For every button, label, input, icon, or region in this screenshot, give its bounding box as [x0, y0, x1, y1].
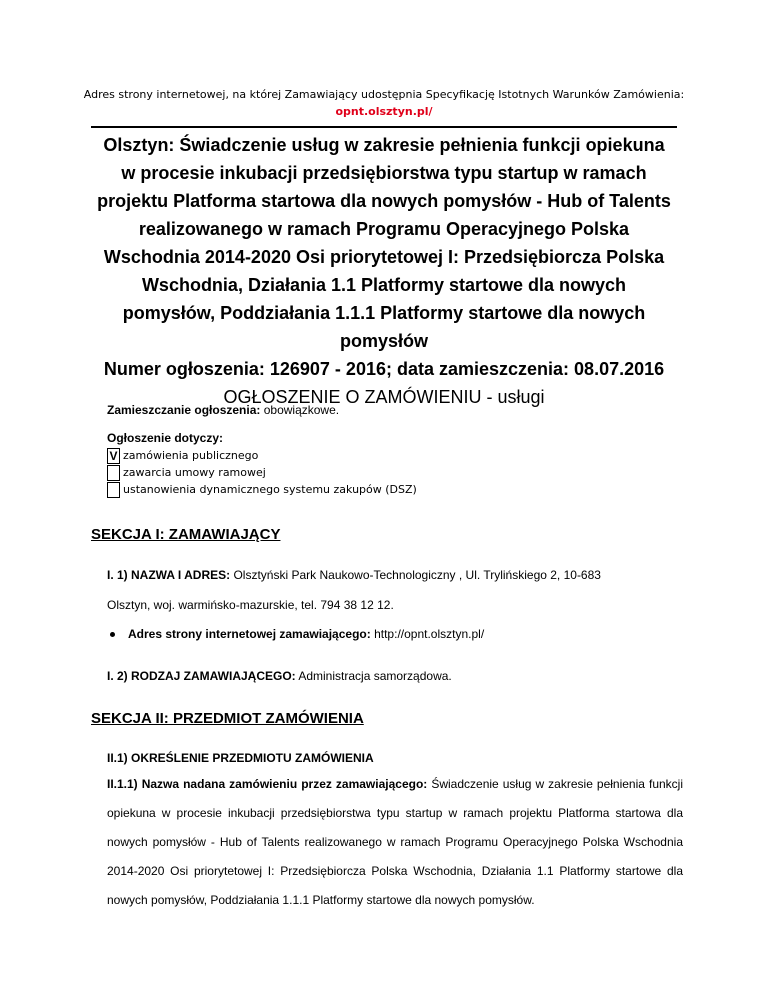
- section-1-heading: SEKCJA I: ZAMAWIAJĄCY: [91, 526, 281, 543]
- concerns-option: [107, 464, 417, 481]
- contract-name-label: II.1.1) Nazwa nadana zamówieniu przez zamawiającego:: [107, 777, 428, 791]
- authority-type-row: [107, 662, 683, 690]
- website-row: [110, 627, 484, 641]
- placement-value: obowiązkowe.: [263, 403, 340, 417]
- siwz-address-text: Adres strony internetowej, na której Zamawiający udostępnia Specyfikację Istotnych Warunków Zamówienia:: [83, 88, 685, 101]
- contract-name-paragraph: [107, 770, 683, 915]
- concerns-option-label: zawarcia umowy ramowej: [123, 466, 266, 479]
- siwz-address-note: [80, 86, 688, 120]
- siwz-address-link[interactable]: opnt.olsztyn.pl/: [335, 105, 433, 118]
- placement-label: Zamieszczanie ogłoszenia:: [107, 403, 261, 417]
- subject-subheading-row: [107, 744, 683, 772]
- contract-name-value: Świadczenie usług w zakresie pełnienia funkcji opiekuna w procesie inkubacji przedsiębiorstwa typu startup w ramach projektu Platforma startowa dla nowych pomysłów - Hub of Talents realizowanego w ramach Programu Operacyjnego Polska Wschodnia 2014-2020 Osi priorytetowej I: Przedsiębiorcza Polska Wschodnia, Działania 1.1 Platformy startowe dla nowych pomysłów, Poddziałania 1.1.1 Platformy startowe dla nowych pomysłów.: [107, 777, 683, 907]
- checkbox-unchecked[interactable]: [107, 482, 120, 498]
- subject-subheading: II.1) OKREŚLENIE PRZEDMIOTU ZAMÓWIENIA: [107, 751, 374, 765]
- website-label: Adres strony internetowej zamawiającego:: [128, 627, 371, 641]
- contracting-authority-name: [107, 560, 683, 620]
- notice-title-block: [96, 131, 672, 411]
- bullet-icon: [110, 632, 115, 637]
- notice-title: Olsztyn: Świadczenie usług w zakresie pełnienia funkcji opiekuna w procesie inkubacji przedsiębiorstwa typu startup w ramach projektu Platforma startowa dla nowych pomysłów - Hub of Talents realizowanego w ramach Programu Operacyjnego Polska Wschodnia 2014-2020 Osi priorytetowej I: Przedsiębiorcza Polska Wschodnia, Działania 1.1 Platformy startowe dla nowych pomysłów, Poddziałania 1.1.1 Platformy startowe dla nowych pomysłów: [97, 135, 671, 351]
- notice-concerns: [107, 430, 417, 498]
- name-address-label: I. 1) NAZWA I ADRES:: [107, 568, 231, 582]
- authority-type-label: I. 2) RODZAJ ZAMAWIAJĄCEGO:: [107, 669, 296, 683]
- header-divider: [91, 126, 677, 128]
- concerns-label: Ogłoszenie dotyczy:: [107, 431, 224, 445]
- website-link[interactable]: http://opnt.olsztyn.pl/: [374, 627, 485, 641]
- authority-type-value: Administracja samorządowa.: [298, 669, 452, 683]
- concerns-option-label: ustanowienia dynamicznego systemu zakupów (DSZ): [123, 483, 417, 496]
- checkbox-unchecked[interactable]: [107, 465, 120, 481]
- placement-row: [107, 402, 339, 419]
- concerns-option: [107, 481, 417, 498]
- concerns-option: [107, 447, 417, 464]
- notice-kind: OGŁOSZENIE O ZAMÓWIENIU - usługi: [223, 387, 545, 407]
- concerns-option-label: zamówienia publicznego: [123, 449, 259, 462]
- notice-number: Numer ogłoszenia: 126907 - 2016; data zamieszczenia: 08.07.2016: [103, 359, 665, 379]
- name-address-value-line-1: Olsztyński Park Naukowo-Technologiczny , Ul. Tryli​ńskiego 2, 10-683: [233, 568, 601, 582]
- checkbox-checked[interactable]: V: [107, 448, 120, 464]
- section-2-heading: SEKCJA II: PRZEDMIOT ZAMÓWIENIA: [91, 710, 364, 727]
- name-address-value-line-2: Olsztyn, woj. warmińsko-mazurskie, tel. 794 38 12 12.: [107, 598, 394, 612]
